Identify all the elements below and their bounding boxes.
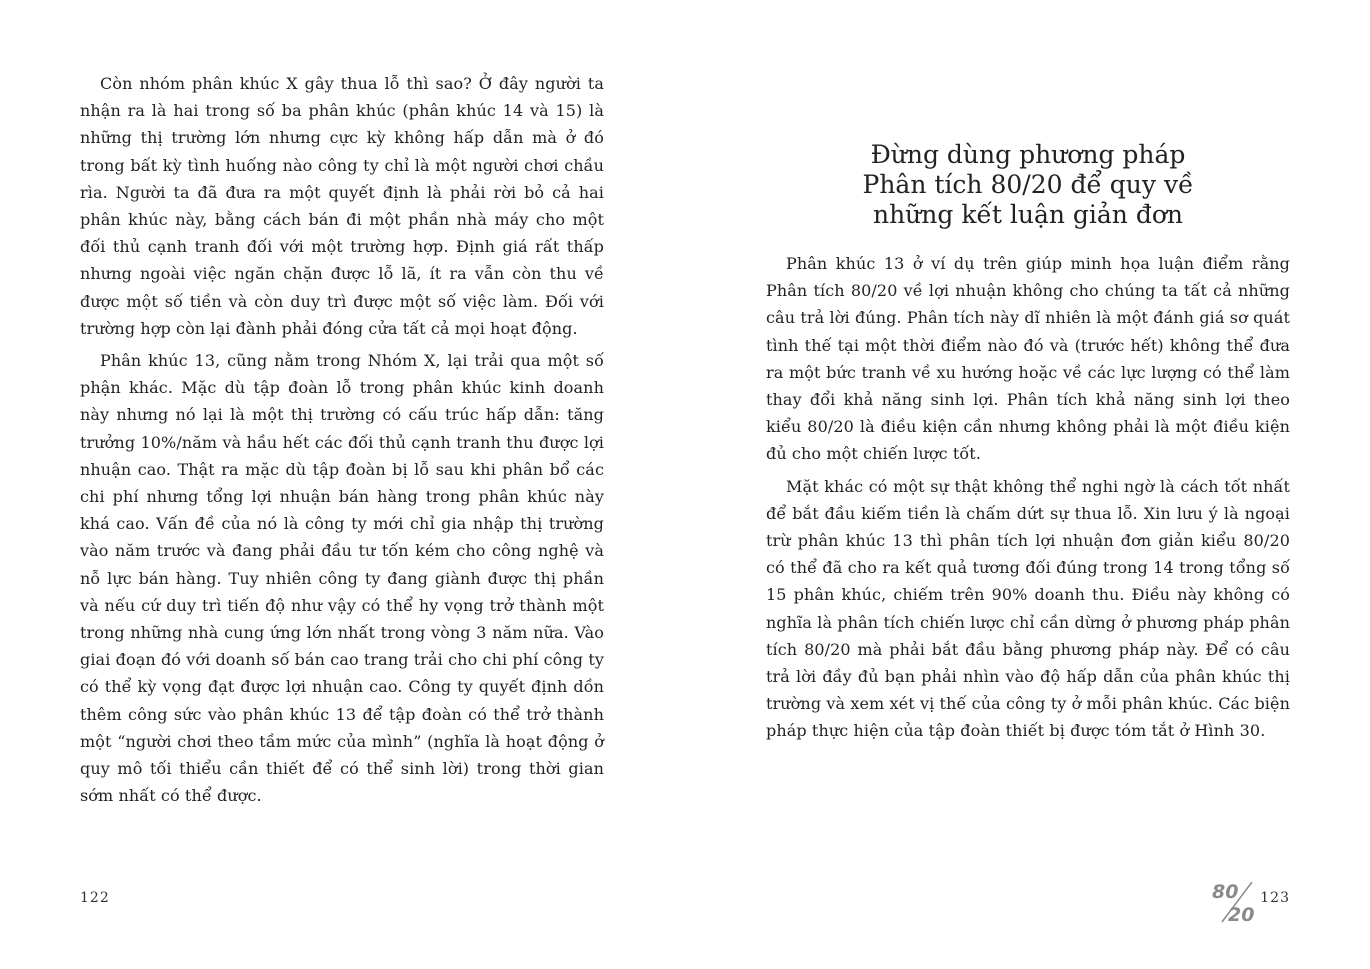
logo-top-number: 80 xyxy=(1212,881,1239,903)
page-number-left: 122 xyxy=(80,890,110,906)
logo-bottom-number: 20 xyxy=(1228,904,1255,924)
right-page-body xyxy=(766,250,1290,750)
paragraph: Còn nhóm phân khúc X gây thua lỗ thì sao? Ở đây người ta nhận ra là hai trong số ba phân khúc (phân khúc 14 và 15) là những thị trường lớn nhưng cực kỳ không hấp dẫn mà ở đó trong bất kỳ tình huống nào công ty chỉ là một người chơi chầu rìa. Người ta đã đưa ra một quyết định là phải rời bỏ cả hai phân khúc này, bằng cách bán đi một phần nhà máy cho một đối thủ cạnh tranh đối với một trường hợp. Định giá rất thấp nhưng ngoài việc ngăn chặn được lỗ lã, ít ra vẫn còn thu về được một số tiền và còn duy trì được một số việc làm. Đối với trường hợp còn lại đành phải đóng cửa tất cả mọi hoạt động. xyxy=(80,74,604,338)
paragraph: Phân khúc 13, cũng nằm trong Nhóm X, lại trải qua một số phận khác. Mặc dù tập đoàn lỗ trong phân khúc kinh doanh này nhưng nó lại là một thị trường có cấu trúc hấp dẫn: tăng trưởng 10%/năm và hầu hết các đối thủ cạnh tranh thu được lợi nhuận cao. Thật ra mặc dù tập đoàn bị lỗ sau khi phân bổ các chi phí nhưng tổng lợi nhuận bán hàng trong phân khúc này khá cao. Vấn đề của nó là công ty mới chỉ gia nhập thị trường vào năm trước và đang phải đầu tư tốn kém cho công nghệ và nỗ lực bán hàng. Tuy nhiên công ty đang giành được thị phần và nếu cứ duy trì tiến độ như vậy có thể hy vọng trở thành một trong những nhà cung ứng lớn nhất trong vòng 3 năm nữa. Vào giai đoạn đó với doanh số bán cao trang trải cho chi phí công ty có thể kỳ vọng đạt được lợi nhuận cao. Công ty quyết định dồn thêm công sức vào phân khúc 13 để tập đoàn có thể trở thành một “người chơi theo tầm mức của mình” (nghĩa là hoạt động ở quy mô tối thiểu cần thiết để có thể sinh lời) trong thời gian sớm nhất có thể được. xyxy=(80,351,604,806)
paragraph: Phân khúc 13 ở ví dụ trên giúp minh họa luận điểm rằng Phân tích 80/20 về lợi nhuận không cho chúng ta tất cả những câu trả lời đúng. Phân tích này dĩ nhiên là một đánh giá sơ quát tình thế tại một thời điểm nào đó và (trước hết) không thể đưa ra một bức tranh về xu hướng hoặc về các lực lượng có thể làm thay đổi khả năng sinh lợi. Phân tích khả năng sinh lợi theo kiểu 80/20 là điều kiện cần nhưng không phải là một điều kiện đủ cho một chiến lược tốt. xyxy=(766,254,1290,464)
left-page xyxy=(80,0,604,969)
left-page-body xyxy=(80,70,604,814)
book-logo-80-20 xyxy=(1212,878,1262,924)
section-heading xyxy=(766,140,1290,230)
heading-line: Phân tích 80/20 để quy về xyxy=(862,170,1194,199)
heading-line: những kết luận giản đơn xyxy=(872,200,1184,229)
page-number-right: 123 xyxy=(1260,890,1290,906)
heading-line: Đừng dùng phương pháp xyxy=(870,140,1186,169)
paragraph: Mặt khác có một sự thật không thể nghi ngờ là cách tốt nhất để bắt đầu kiếm tiền là chấm dứt sự thua lỗ. Xin lưu ý là ngoại trừ phân khúc 13 thì phân tích lợi nhuận đơn giản kiểu 80/20 có thể đã cho ra kết quả tương đối đúng trong 14 trong tổng số 15 phân khúc, chiếm trên 90% doanh thu. Điều này không có nghĩa là phân tích chiến lược chỉ cần dừng ở phương pháp phân tích 80/20 mà phải bắt đầu bằng phương pháp này. Để có câu trả lời đầy đủ bạn phải nhìn vào độ hấp dẫn của phân khúc thị trường và xem xét vị thế của công ty ở mỗi phân khúc. Các biện pháp thực hiện của tập đoàn thiết bị được tóm tắt ở Hình 30. xyxy=(766,476,1290,741)
right-page xyxy=(766,0,1290,969)
